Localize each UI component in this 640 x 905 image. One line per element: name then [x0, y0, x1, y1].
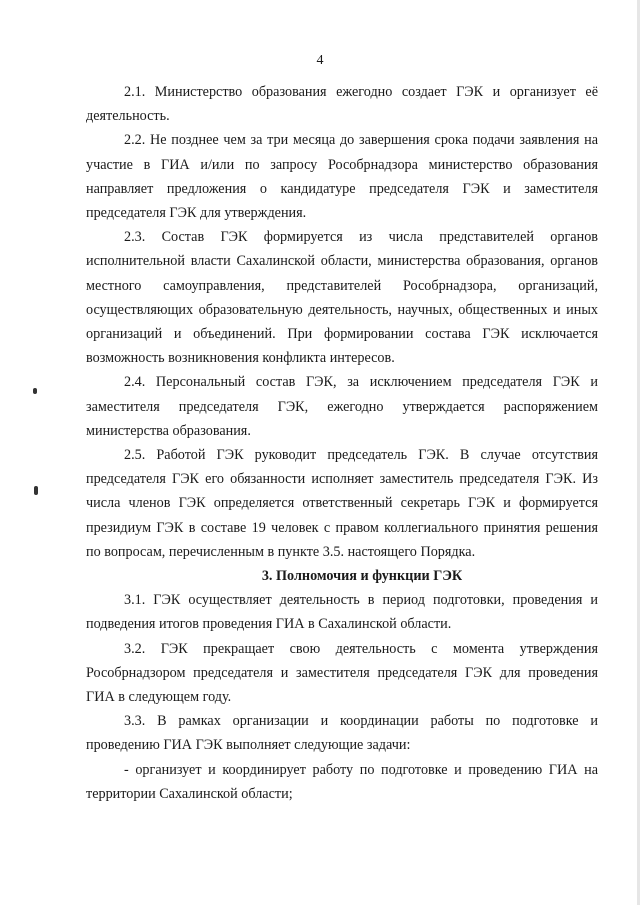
- paragraph-2-1: 2.1. Министерство образования ежегодно создает ГЭК и организует её деятельность.: [86, 84, 598, 125]
- scan-mark: [34, 486, 38, 495]
- page-number: 4: [316, 53, 324, 68]
- paragraph-3-2: 3.2. ГЭК прекращает свою деятельность с момента утверждения Рособрнадзором председателя и заместителя председателя ГЭК для проведения ГИА в следующем году.: [86, 640, 598, 706]
- paragraph-3-3: 3.3. В рамках организации и координации работы по подготовке и проведению ГИА ГЭК выполняет следующие задачи:: [86, 713, 598, 754]
- paragraph-2-4: 2.4. Персональный состав ГЭК, за исключением председателя ГЭК и заместителя председателя ГЭК, ежегодно утверждается распоряжением министерства образования.: [86, 374, 598, 439]
- paragraph-2-3: 2.3. Состав ГЭК формируется из числа представителей органов исполнительной власти Сахалинской области, министерства образования, органов местного самоуправления, представителей Рособрнадзора, организаций, осуществляющих образовательную деятельность, научных, общественных и иных организаций и объединений. При формировании состава ГЭК исключается возможность возникновения конфликта интересов.: [86, 229, 598, 367]
- section-3-heading: 3. Полномочия и функции ГЭК: [261, 568, 463, 585]
- scan-mark: [33, 388, 37, 394]
- bullet-item-1: - организует и координирует работу по подготовке и проведению ГИА на территории Сахалинской области;: [86, 761, 598, 802]
- paragraph-2-5: 2.5. Работой ГЭК руководит председатель ГЭК. В случае отсутствия председателя ГЭК его обязанности исполняет заместитель председателя ГЭК. Из числа членов ГЭК определяется ответственный секретарь ГЭК и формируется президиум ГЭК в составе 19 человек с правом коллегиального принятия решения по вопросам, перечисленным в пункте 3.5. настоящего Порядка.: [86, 447, 598, 560]
- paragraph-3-1: 3.1. ГЭК осуществляет деятельность в период подготовки, проведения и подведения итогов проведения ГИА в Сахалинской области.: [86, 592, 598, 633]
- document-body: [86, 80, 598, 806]
- paragraph-2-2: 2.2. Не позднее чем за три месяца до завершения срока подачи заявления на участие в ГИА и/или по запросу Рособрнадзора министерство образования направляет предложения о кандидатуре председателя ГЭК и заместителя председателя ГЭК для утверждения.: [86, 132, 598, 222]
